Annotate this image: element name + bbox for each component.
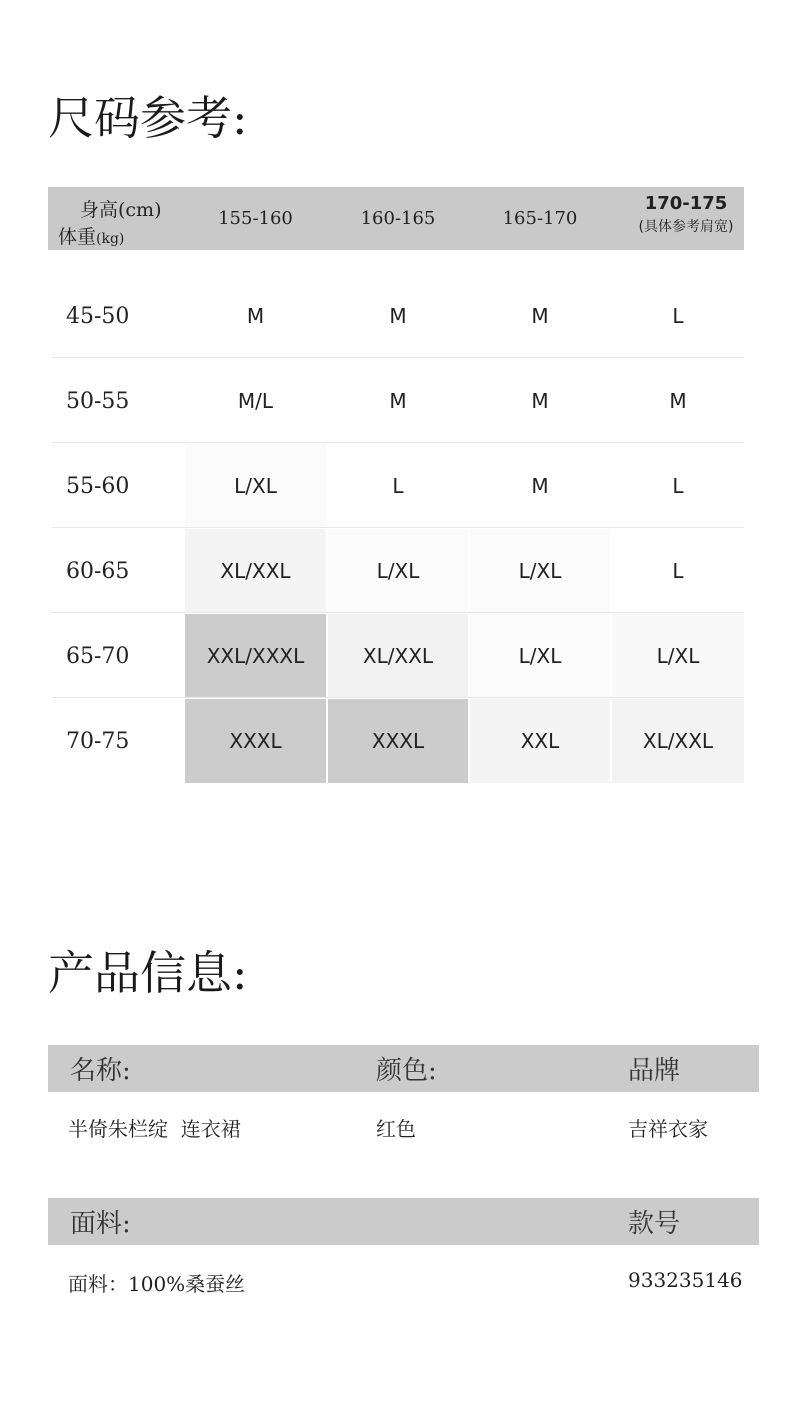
color-value: 红色 bbox=[376, 1117, 416, 1141]
size-cell: M bbox=[612, 359, 744, 443]
fabric-label: 面料: bbox=[70, 1209, 131, 1239]
product-info-title: 产品信息: bbox=[48, 946, 248, 1000]
weight-label: 体重(kg) bbox=[58, 226, 125, 248]
brand-value: 吉祥衣家 bbox=[628, 1117, 708, 1141]
size-cell: L/XL bbox=[470, 614, 610, 698]
weight-range: 60-65 bbox=[66, 558, 130, 584]
size-cell: XXXL bbox=[328, 699, 468, 783]
size-cell: L/XL bbox=[328, 529, 468, 613]
brand-label: 品牌 bbox=[628, 1056, 681, 1086]
corner-header bbox=[58, 195, 188, 248]
size-row bbox=[48, 274, 744, 358]
size-cell: L bbox=[612, 274, 744, 358]
size-table-header bbox=[48, 187, 744, 250]
size-row bbox=[48, 614, 744, 698]
height-label: 身高(cm) bbox=[80, 199, 162, 221]
name-label: 名称: bbox=[70, 1056, 131, 1086]
size-cell: L bbox=[328, 444, 468, 528]
height-col-3: 165-170 bbox=[502, 208, 578, 229]
row-divider bbox=[52, 697, 744, 698]
info-bar-2 bbox=[48, 1198, 759, 1245]
weight-range: 55-60 bbox=[66, 473, 130, 499]
height-col-2: 160-165 bbox=[360, 208, 436, 229]
size-cell: M bbox=[328, 359, 468, 443]
size-row bbox=[48, 699, 744, 783]
row-divider bbox=[52, 527, 744, 528]
name-value: 半倚朱栏绽 连衣裙 bbox=[68, 1117, 241, 1141]
weight-range: 45-50 bbox=[66, 303, 130, 329]
size-cell: M/L bbox=[185, 359, 326, 443]
size-row bbox=[48, 529, 744, 613]
size-cell: M bbox=[470, 444, 610, 528]
size-cell: L/XL bbox=[612, 614, 744, 698]
fabric-value: 面料：100%桑蚕丝 bbox=[68, 1272, 246, 1296]
style-no-value: 933235146 bbox=[628, 1268, 743, 1292]
weight-range: 70-75 bbox=[66, 728, 130, 754]
height-col-4-range: 170-175 bbox=[644, 193, 728, 214]
row-divider bbox=[52, 612, 744, 613]
row-divider bbox=[52, 442, 744, 443]
color-label: 颜色: bbox=[376, 1056, 437, 1086]
size-cell: L/XL bbox=[470, 529, 610, 613]
size-cell: XXL bbox=[470, 699, 610, 783]
height-col-4 bbox=[616, 193, 756, 236]
row-divider bbox=[52, 357, 744, 358]
info-bar-1 bbox=[48, 1045, 759, 1092]
height-col-4-note: (具体参考肩宽) bbox=[638, 219, 734, 235]
size-cell: L bbox=[612, 529, 744, 613]
style-no-label: 款号 bbox=[628, 1209, 681, 1239]
size-cell: XL/XXL bbox=[185, 529, 326, 613]
size-cell: XL/XXL bbox=[328, 614, 468, 698]
size-cell: XL/XXL bbox=[612, 699, 744, 783]
size-reference-title: 尺码参考: bbox=[48, 91, 248, 145]
size-row bbox=[48, 359, 744, 443]
weight-range: 65-70 bbox=[66, 643, 130, 669]
size-cell: M bbox=[185, 274, 326, 358]
weight-range: 50-55 bbox=[66, 388, 130, 414]
size-cell: M bbox=[470, 274, 610, 358]
size-row bbox=[48, 444, 744, 528]
size-cell: M bbox=[328, 274, 468, 358]
size-cell: L/XL bbox=[185, 444, 326, 528]
size-cell: XXXL bbox=[185, 699, 326, 783]
size-cell: XXL/XXXL bbox=[185, 614, 326, 698]
height-col-1: 155-160 bbox=[218, 208, 293, 229]
size-cell: M bbox=[470, 359, 610, 443]
size-cell: L bbox=[612, 444, 744, 528]
